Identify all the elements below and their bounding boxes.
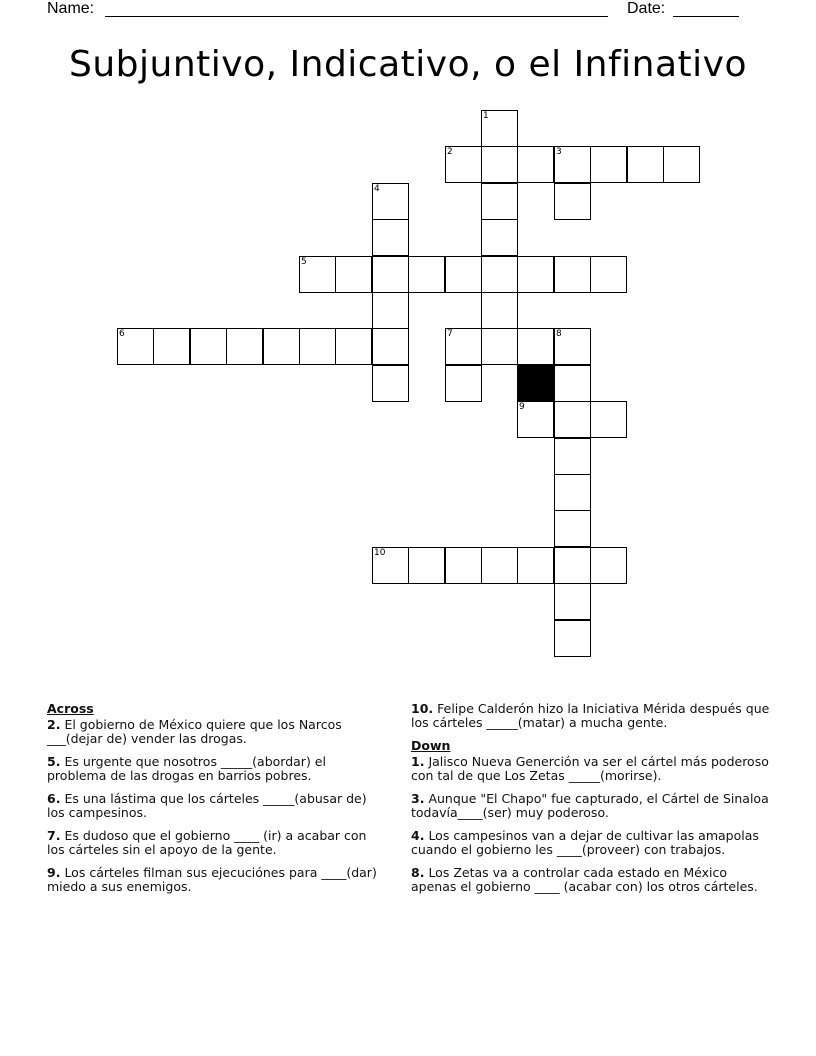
crossword-cell[interactable] bbox=[372, 547, 409, 584]
crossword-cell[interactable] bbox=[554, 365, 591, 402]
crossword-cell[interactable] bbox=[517, 547, 554, 584]
clue-down-4: 4. Los campesinos van a dejar de cultivar las amapolas cuando el gobierno les ____(proveer) con trabajos. bbox=[411, 828, 759, 857]
clue-number: 6 bbox=[119, 329, 125, 339]
crossword-cell[interactable] bbox=[335, 256, 372, 293]
clue-number: 5 bbox=[301, 257, 307, 267]
crossword-block bbox=[517, 365, 554, 402]
name-label: Name: bbox=[47, 0, 95, 17]
clue-across-7: 7. Es dudoso que el gobierno ____ (ir) a acabar con los cárteles sin el apoyo de la gente. bbox=[47, 828, 367, 857]
header bbox=[47, 0, 747, 22]
crossword-cell[interactable] bbox=[481, 146, 518, 183]
clue-down-3: 3. Aunque "El Chapo" fue capturado, el Cártel de Sinaloa todavía____(ser) muy poderoso. bbox=[411, 791, 769, 820]
clue-number: 10 bbox=[374, 548, 386, 558]
clue-number: 8 bbox=[556, 329, 562, 339]
crossword-cell[interactable] bbox=[445, 365, 482, 402]
clue-number: 4 bbox=[374, 184, 380, 194]
crossword-cell[interactable] bbox=[481, 256, 518, 293]
crossword-cell[interactable] bbox=[481, 110, 518, 147]
crossword-cell[interactable] bbox=[372, 256, 409, 293]
crossword-cell[interactable] bbox=[590, 401, 627, 438]
crossword-cell[interactable] bbox=[445, 328, 482, 365]
clue-number: 7 bbox=[447, 329, 453, 339]
crossword-cell[interactable] bbox=[226, 328, 263, 365]
crossword-cell[interactable] bbox=[554, 474, 591, 511]
clue-number: 3 bbox=[556, 147, 562, 157]
crossword-cell[interactable] bbox=[554, 438, 591, 475]
crossword-cell[interactable] bbox=[554, 583, 591, 620]
clue-across-2: 2. El gobierno de México quiere que los Narcos ___(dejar de) vender las drogas. bbox=[47, 717, 342, 746]
date-label: Date: bbox=[627, 0, 666, 17]
crossword-cell[interactable] bbox=[554, 256, 591, 293]
clue-across-10: 10. Felipe Calderón hizo la Iniciativa Mérida después que los cárteles _____(matar) a mucha gente. bbox=[411, 701, 770, 730]
clue-down-1: 1. Jalisco Nueva Generción va ser el cártel más poderoso con tal de que Los Zetas _____(morirse). bbox=[411, 754, 769, 783]
clue-number: 9 bbox=[519, 402, 525, 412]
crossword-cell[interactable] bbox=[554, 510, 591, 547]
crossword-cell[interactable] bbox=[408, 256, 445, 293]
clues-left-column bbox=[47, 702, 382, 903]
crossword-cell[interactable] bbox=[517, 401, 554, 438]
crossword-cell[interactable] bbox=[445, 547, 482, 584]
down-heading: Down bbox=[411, 738, 451, 753]
clue-across-9: 9. Los cárteles filman sus ejecuciónes para ____(dar) miedo a sus enemigos. bbox=[47, 865, 377, 894]
clue-down-8: 8. Los Zetas va a controlar cada estado en México apenas el gobierno ____ (acabar con) los otros cárteles. bbox=[411, 865, 758, 894]
crossword-cell[interactable] bbox=[481, 328, 518, 365]
crossword-cell[interactable] bbox=[372, 292, 409, 329]
crossword-cell[interactable] bbox=[554, 328, 591, 365]
crossword-cell[interactable] bbox=[299, 256, 336, 293]
clue-number: 2 bbox=[447, 147, 453, 157]
crossword-cell[interactable] bbox=[335, 328, 372, 365]
crossword-cell[interactable] bbox=[590, 547, 627, 584]
crossword-cell[interactable] bbox=[517, 256, 554, 293]
clue-across-6: 6. Es una lástima que los cárteles _____(abusar de) los campesinos. bbox=[47, 791, 367, 820]
crossword-cell[interactable] bbox=[554, 183, 591, 220]
crossword-cell[interactable] bbox=[517, 328, 554, 365]
crossword-cell[interactable] bbox=[372, 328, 409, 365]
crossword-cell[interactable] bbox=[481, 219, 518, 256]
crossword-cell[interactable] bbox=[554, 146, 591, 183]
crossword-cell[interactable] bbox=[299, 328, 336, 365]
crossword-cell[interactable] bbox=[372, 365, 409, 402]
crossword-cell[interactable] bbox=[481, 547, 518, 584]
across-heading: Across bbox=[47, 701, 94, 716]
crossword-cell[interactable] bbox=[445, 146, 482, 183]
crossword-cell[interactable] bbox=[153, 328, 190, 365]
crossword-cell[interactable] bbox=[445, 256, 482, 293]
crossword-cell[interactable] bbox=[190, 328, 227, 365]
crossword-cell[interactable] bbox=[663, 146, 700, 183]
date-field[interactable] bbox=[673, 16, 739, 17]
crossword-cell[interactable] bbox=[627, 146, 664, 183]
crossword-cell[interactable] bbox=[372, 219, 409, 256]
crossword-cell[interactable] bbox=[481, 183, 518, 220]
clues-right-column bbox=[411, 702, 771, 903]
clue-across-5: 5. Es urgente que nosotros _____(abordar) el problema de las drogas en barrios pobres. bbox=[47, 754, 326, 783]
crossword-cell[interactable] bbox=[590, 256, 627, 293]
page-title: Subjuntivo, Indicativo, o el Infinativo bbox=[69, 44, 747, 85]
crossword-cell[interactable] bbox=[554, 547, 591, 584]
crossword-cell[interactable] bbox=[263, 328, 300, 365]
crossword-cell[interactable] bbox=[554, 401, 591, 438]
crossword-cell[interactable] bbox=[117, 328, 154, 365]
crossword-cell[interactable] bbox=[517, 146, 554, 183]
clue-number: 1 bbox=[483, 111, 489, 121]
name-field[interactable] bbox=[105, 16, 608, 17]
crossword-cell[interactable] bbox=[554, 620, 591, 657]
crossword-cell[interactable] bbox=[372, 183, 409, 220]
crossword-cell[interactable] bbox=[481, 292, 518, 329]
crossword-cell[interactable] bbox=[408, 547, 445, 584]
crossword-cell[interactable] bbox=[590, 146, 627, 183]
